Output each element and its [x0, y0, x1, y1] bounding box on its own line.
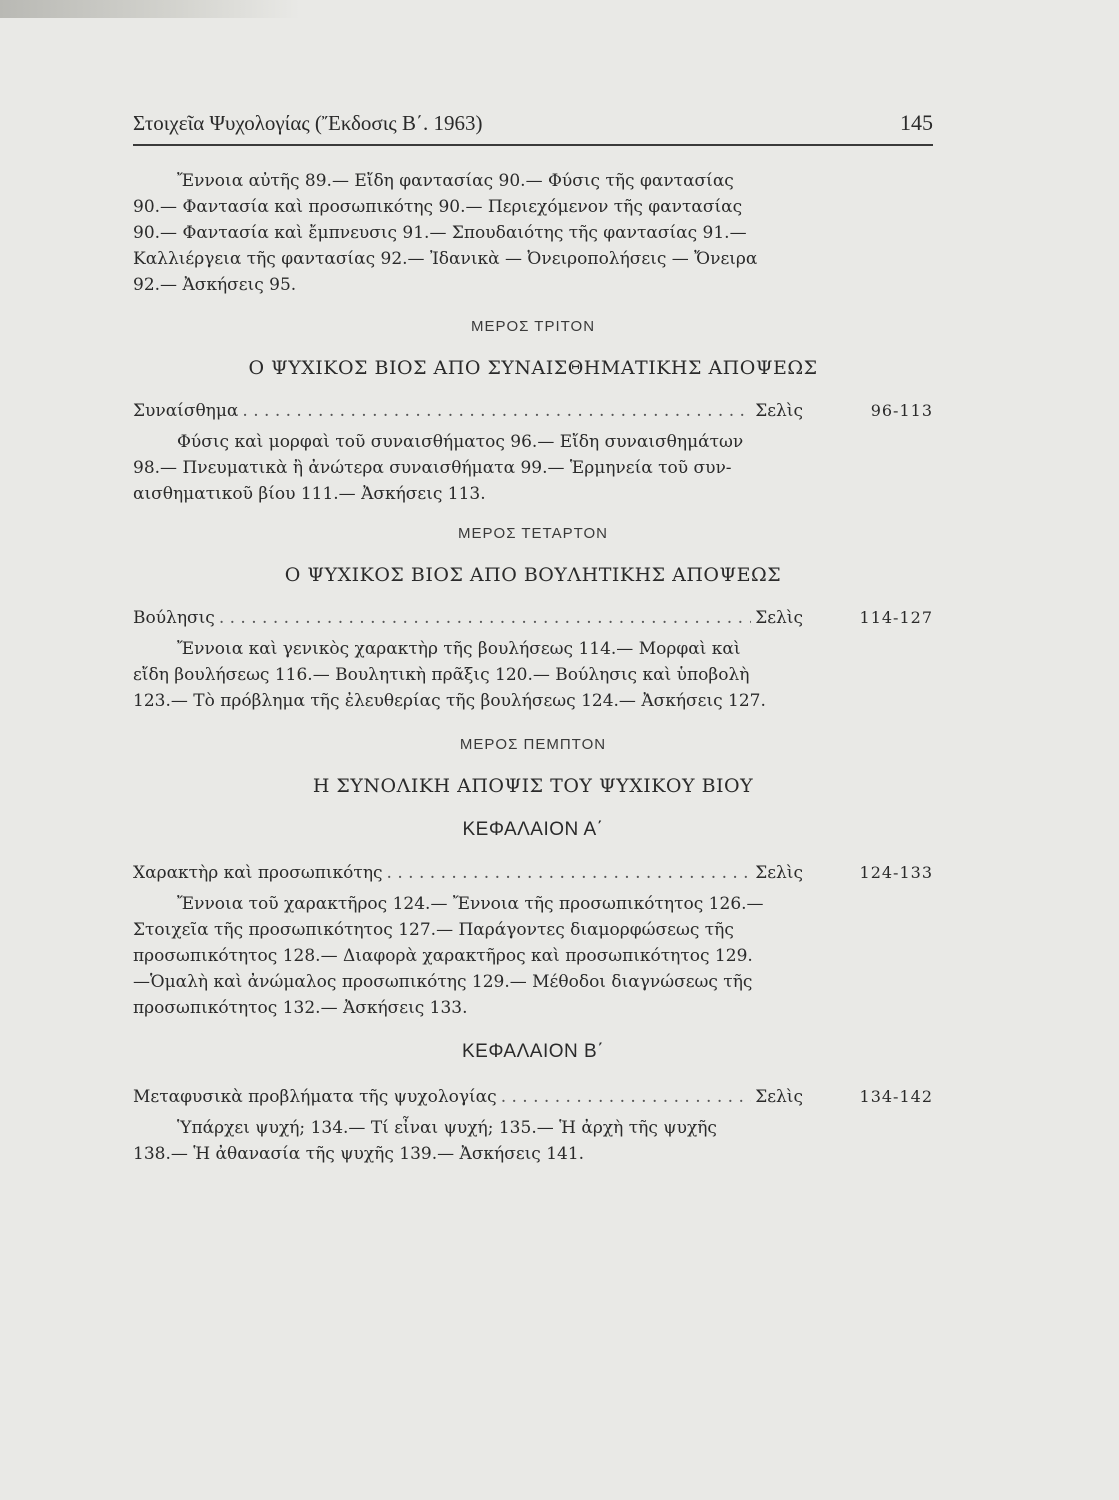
page-range: 124-133	[859, 863, 933, 882]
text-line: Ἔννοια τοῦ χαρακτῆρος 124.— Ἔννοια τῆς προσωπικότητος 126.—	[177, 894, 764, 914]
part-label: ΜΕΡΟΣ ΤΡΙΤΟΝ	[470, 318, 596, 335]
toc-entry-title: Μεταφυσικὰ προβλήματα τῆς ψυχολογίας	[133, 1087, 497, 1107]
page-word: Σελὶς	[755, 401, 803, 421]
text-line: —Ὁμαλὴ καὶ ἀνώμαλος προσωπικότης 129.— Μέθοδοι διαγνώσεως τῆς	[133, 972, 753, 992]
running-header	[133, 110, 933, 146]
text-line: 98.— Πνευματικὰ ἢ ἀνώτερα συναισθήματα 99.— Ἑρμηνεία τοῦ συν-	[133, 458, 732, 478]
entry-description	[133, 636, 933, 714]
part-label: ΜΕΡΟΣ ΤΕΤΑΡΤΟΝ	[458, 525, 608, 542]
entry-description	[133, 891, 933, 1021]
page-range: 114-127	[859, 608, 933, 627]
text-line: προσωπικότητος 132.— Ἀσκήσεις 133.	[133, 998, 468, 1018]
page-range: 96-113	[870, 401, 933, 420]
text-line: Ἔννοια καὶ γενικὸς χαρακτὴρ τῆς βουλήσεως 114.— Μορφαὶ καὶ	[177, 639, 741, 659]
text-line: αισθηματικοῦ βίου 111.— Ἀσκήσεις 113.	[133, 484, 486, 504]
text-line: Ὑπάρχει ψυχή; 134.— Τί εἶναι ψυχή; 135.— Ἡ ἀρχὴ τῆς ψυχῆς	[177, 1118, 717, 1138]
part-title: Η ΣΥΝΟΛΙΚΗ ΑΠΟΨΙΣ ΤΟΥ ΨΥΧΙΚΟΥ ΒΙΟΥ	[312, 775, 754, 797]
page-range: 134-142	[859, 1087, 933, 1106]
toc-entry	[133, 1087, 933, 1107]
page-number: 145	[900, 110, 933, 135]
part-label: ΜΕΡΟΣ ΠΕΜΠΤΟΝ	[459, 736, 607, 753]
text-line: εἴδη βουλήσεως 116.— Βουλητικὴ πρᾶξις 120.— Βούλησις καὶ ὑποβολὴ	[133, 665, 750, 685]
intro-paragraph	[133, 168, 933, 298]
entry-description	[133, 429, 933, 507]
text-line: Στοιχεῖα τῆς προσωπικότητος 127.— Παράγοντες διαμορφώσεως τῆς	[133, 920, 734, 940]
toc-entry-title: Συναίσθημα	[133, 401, 239, 421]
chapter-label: ΚΕΦΑΛΑΙΟΝ Α΄	[462, 819, 604, 840]
text-line: Καλλιέργεια τῆς φαντασίας 92.— Ἰδανικὰ — Ὀνειροπολήσεις — Ὄνειρα	[133, 249, 758, 269]
text-line: Ἔννοια αὐτῆς 89.— Εἴδη φαντασίας 90.— Φύσις τῆς φαντασίας	[177, 171, 734, 191]
book-page	[133, 110, 933, 1167]
dot-leader	[219, 608, 751, 628]
scan-corner-shade	[0, 0, 300, 18]
page-word: Σελὶς	[755, 608, 803, 628]
text-line: προσωπικότητος 128.— Διαφορὰ χαρακτῆρος καὶ προσωπικότητος 129.	[133, 946, 753, 966]
text-line: 90.— Φαντασία καὶ ἔμπνευσις 91.— Σπουδαιότης τῆς φαντασίας 91.—	[133, 223, 747, 243]
text-line: 123.— Τὸ πρόβλημα τῆς ἐλευθερίας τῆς βουλήσεως 124.— Ἀσκήσεις 127.	[133, 691, 766, 711]
dot-leader	[501, 1087, 752, 1107]
toc-entry-title: Χαρακτὴρ καὶ προσωπικότης	[133, 863, 383, 883]
running-title: Στοιχεῖα Ψυχολογίας (Ἔκδοσις Β΄. 1963)	[133, 111, 483, 135]
toc-entry	[133, 863, 933, 883]
text-line: 90.— Φαντασία καὶ προσωπικότης 90.— Περιεχόμενον τῆς φαντασίας	[133, 197, 743, 217]
toc-entry	[133, 608, 933, 628]
toc-entry	[133, 401, 933, 421]
page-word: Σελὶς	[755, 1087, 803, 1107]
text-line: Φύσις καὶ μορφαὶ τοῦ συναισθήματος 96.— Εἴδη συναισθημάτων	[177, 432, 744, 452]
part-title: Ο ΨΥΧΙΚΟΣ ΒΙΟΣ ΑΠΟ ΣΥΝΑΙΣΘΗΜΑΤΙΚΗΣ ΑΠΟΨΕΩΣ	[248, 357, 818, 379]
chapter-label: ΚΕΦΑΛΑΙΟΝ Β΄	[461, 1041, 605, 1062]
entry-description	[133, 1115, 933, 1167]
dot-leader	[242, 401, 751, 421]
part-title: Ο ΨΥΧΙΚΟΣ ΒΙΟΣ ΑΠΟ ΒΟΥΛΗΤΙΚΗΣ ΑΠΟΨΕΩΣ	[284, 564, 782, 586]
toc-entry-title: Βούλησις	[133, 608, 215, 628]
text-line: 92.— Ἀσκήσεις 95.	[133, 275, 297, 295]
text-line: 138.— Ἡ ἀθανασία τῆς ψυχῆς 139.— Ἀσκήσεις 141.	[133, 1144, 585, 1164]
dot-leader	[387, 863, 752, 883]
page-word: Σελὶς	[755, 863, 803, 883]
